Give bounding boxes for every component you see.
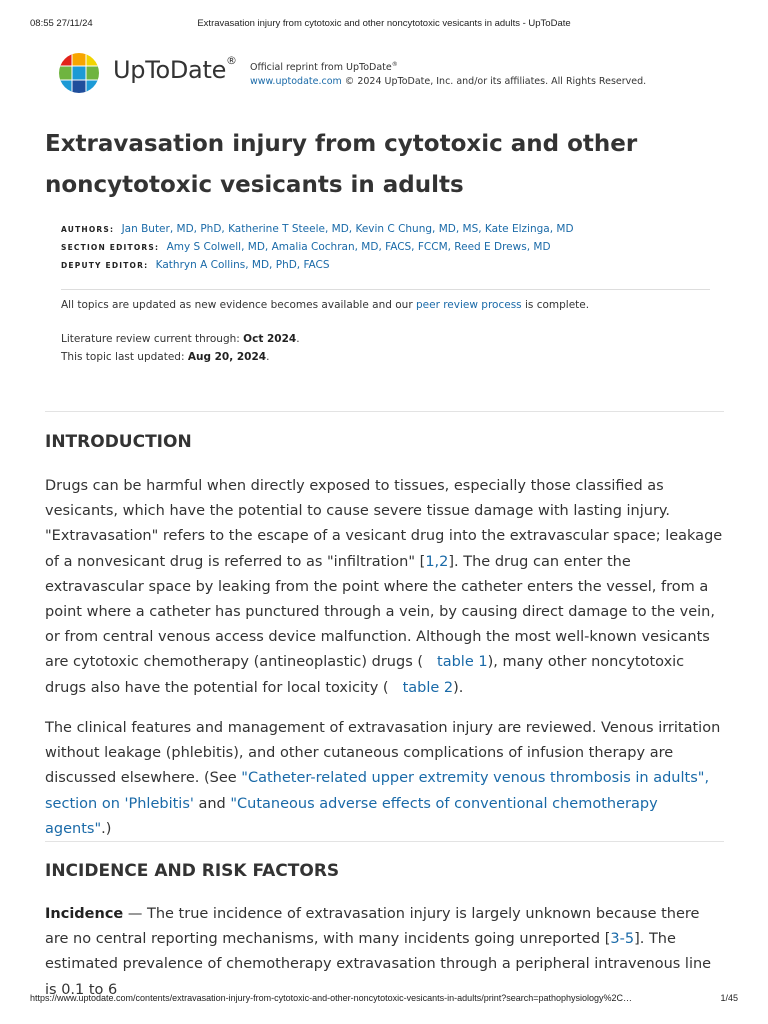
print-timestamp: 08:55 27/11/24	[30, 18, 93, 29]
last-updated-date: This topic last updated: Aug 20, 2024.	[61, 351, 270, 363]
intro-paragraph-2: The clinical features and management of extravasation injury are reviewed. Venous irritation without leakage (phlebitis), and other cutaneous complications of infusion therapy are discussed elsewhere. (See "Catheter-related upper extremity venous thrombosis in adults", section on 'Phlebitis' and "Cutaneous adverse effects of conventional chemotherapy agents".)	[45, 720, 721, 837]
print-header	[30, 18, 738, 32]
reference-link[interactable]: 1,2	[425, 553, 449, 570]
literature-review-date: Literature review current through: Oct 2024.	[61, 333, 300, 345]
reprint-notice: Official reprint from UpToDate® www.uptodate.com © 2024 UpToDate, Inc. and/or its affiliates. All Rights Reserved.	[250, 61, 647, 88]
print-url: https://www.uptodate.com/contents/extravasation-injury-from-cytotoxic-and-other-noncytotoxic-vesicants-in-adults/print?search=pathophysiology%2C…	[30, 993, 633, 1003]
uptodate-wordmark: UpToDate®	[113, 54, 237, 84]
section-heading-introduction: INTRODUCTION	[45, 432, 192, 452]
divider	[45, 411, 724, 412]
divider	[45, 841, 724, 842]
divider	[61, 289, 710, 290]
uptodate-site-link[interactable]: www.uptodate.com	[250, 76, 342, 88]
reference-link[interactable]: 3-5	[610, 931, 635, 948]
intro-paragraph-1: Drugs can be harmful when directly exposed to tissues, especially those classified as vesicants, which have the potential to cause severe tissue damage with lasting injury. "Extravasation" refers to the escape of a vesicant drug into the extravascular space; leakage of a nonvesicant drug is referred to as "infiltration" [1,2]. The drug can enter the extravascular space by leaking from the point where the catheter enters the vessel, from a point where a catheter has punctured through a vein, by causing direct damage to the vein, or from central venous access device malfunction. Although the most well-known vesicants are cytotoxic chemotherapy (antineoplastic) drugs ( table 1), many other noncytotoxic drugs also have the potential for local toxicity ( table 2).	[45, 478, 723, 696]
authors-row: AUTHORS: Jan Buter, MD, PhD, Katherine T Steele, MD, Kevin C Chung, MD, MS, Kate Elzinga, MD	[61, 223, 574, 235]
cutaneous-effects-topic-link[interactable]: "Cutaneous adverse effects of conventional chemotherapy agents"	[45, 795, 658, 837]
deputy-editor-link[interactable]: Kathryn A Collins, MD, PhD, FACS	[155, 259, 330, 271]
section-editors-links[interactable]: Amy S Colwell, MD, Amalia Cochran, MD, FACS, FCCM, Reed E Drews, MD	[166, 241, 551, 253]
phlebitis-topic-link[interactable]: "Catheter-related upper extremity venous thrombosis in adults", section on 'Phlebitis'	[45, 770, 710, 812]
review-statement: All topics are updated as new evidence becomes available and our peer review process is complete.	[61, 299, 590, 311]
table-2-link[interactable]: table 2	[402, 679, 454, 696]
update-dates	[61, 330, 300, 366]
section-editors-row: SECTION EDITORS: Amy S Colwell, MD, Amalia Cochran, MD, FACS, FCCM, Reed E Drews, MD	[61, 241, 551, 253]
brand-header	[58, 52, 738, 94]
print-page-title: Extravasation injury from cytotoxic and other noncytotoxic vesicants in adults - UpToDate	[197, 18, 571, 29]
authors-links[interactable]: Jan Buter, MD, PhD, Katherine T Steele, MD, Kevin C Chung, MD, MS, Kate Elzinga, MD	[121, 223, 574, 235]
contributors	[61, 221, 721, 275]
incidence-paragraph: Incidence — The true incidence of extravasation injury is largely unknown because there are no central reporting mechanisms, with many incidents going unreported [3-5]. The estimated prevalence of chemotherapy extravasation through a peripheral intravenous line is 0.1 to 6	[45, 906, 712, 998]
uptodate-logo-icon	[58, 52, 100, 94]
table-1-link[interactable]: table 1	[437, 654, 488, 671]
section-heading-incidence: INCIDENCE AND RISK FACTORS	[45, 861, 340, 881]
peer-review-link[interactable]: peer review process	[415, 299, 522, 311]
deputy-editor-row: DEPUTY EDITOR: Kathryn A Collins, MD, PhD, FACS	[61, 259, 330, 271]
print-footer	[30, 993, 738, 1007]
article-title: Extravasation injury from cytotoxic and other noncytotoxic vesicants in adults	[45, 131, 638, 198]
page-number: 1/45	[720, 993, 738, 1003]
